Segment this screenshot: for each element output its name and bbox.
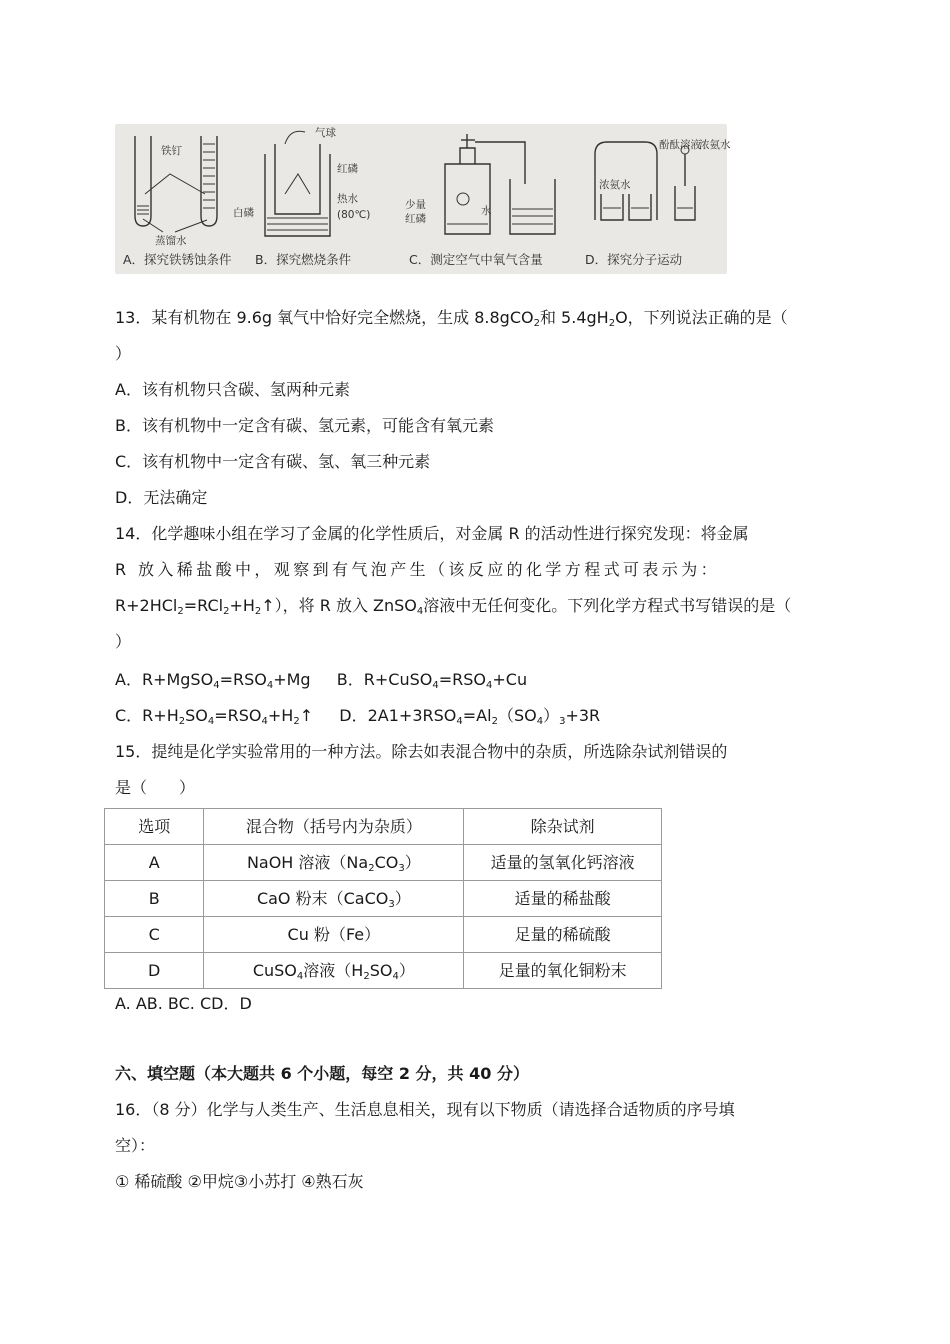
caption-a: A．探究铁锈蚀条件 xyxy=(123,252,232,267)
label-red-p: 红磷 xyxy=(405,213,426,225)
caption-b: B．探究燃烧条件 xyxy=(255,252,352,267)
q14-option-a: A．$R+MgSO_4=RSO_4+Mg$ xyxy=(115,670,311,691)
q14-options-cd xyxy=(115,704,600,728)
experiment-diagram xyxy=(115,124,731,274)
label-temperature: (80℃) xyxy=(337,209,371,221)
q14-line-4: ） xyxy=(115,632,132,651)
label-small-amount: 少量 xyxy=(405,199,426,211)
table-row: D CuSO$_4$溶液$(H_2SO_4)$ 足量的氧化铜粉末 xyxy=(105,953,662,989)
q15-line-1: 15．提纯是化学实验常用的一种方法。除去如表混合物中的杂质，所选除杂试剂错误的 xyxy=(115,742,728,761)
table-row: B CaO 粉末（CaCO$_3$） 适量的稀盐酸 xyxy=(105,881,662,917)
label-balloon: 气球 xyxy=(315,127,336,139)
q14-option-c: C．$R+H_2SO_4=RSO_4+H_2↑$ xyxy=(115,706,314,727)
label-white-phosphorus: 白磷 xyxy=(233,207,254,219)
label-red-phosphorus: 红磷 xyxy=(337,163,358,175)
label-hot-water: 热水 xyxy=(337,193,358,205)
q16-line-1: 16．（8 分）化学与人类生产、生活息息相关，现有以下物质（请选择合适物质的序号填 xyxy=(115,1100,735,1119)
label-iron-nail: 铁钉 xyxy=(161,145,182,157)
bottle-apparatus-drawing xyxy=(445,134,555,234)
q13-option-d: D．无法确定 xyxy=(115,488,208,507)
q14-option-b: B．$R+CuSO_4=RSO_4+Cu$ xyxy=(336,670,528,691)
q15-answer-options: A. AB. BC. CD．D xyxy=(115,994,252,1013)
label-distilled-water: 蒸馏水 xyxy=(155,235,187,247)
section-6-heading: 六、填空题（本大题共 6 个小题，每空 2 分，共 40 分） xyxy=(115,1064,529,1083)
q16-line-2: 空）： xyxy=(115,1136,156,1155)
q13-option-b: B．该有机物中一定含有碳、氢元素，可能含有氧元素 xyxy=(115,416,494,435)
label-conc-ammonia: 浓氨水 xyxy=(599,179,631,191)
q13-option-a: A．该有机物只含碳、氢两种元素 xyxy=(115,380,350,399)
label-water: 水 xyxy=(481,205,492,217)
header-reagent: 除杂试剂 xyxy=(464,809,662,845)
q14-option-d: D．$2A1+3RSO_4=Al_2(SO_4)_3+3R$ xyxy=(339,706,601,727)
q16-substances: ① 稀硫酸 ②甲烷③小苏打 ④熟石灰 xyxy=(115,1172,364,1191)
q14-line-1: 14．化学趣味小组在学习了金属的化学性质后，对金属 R 的活动性进行探究发现：将金属 xyxy=(115,524,749,543)
q14-options-ab xyxy=(115,668,527,692)
q13-stem: 13．某有机物在 9.6g 氧气中恰好完全燃烧，生成 8.8gCO$_2$和 $5.4gH_2O$，下列说法正确的是（ xyxy=(115,308,788,329)
label-phenolphthalein: 酚酞溶液 xyxy=(659,139,701,151)
header-option: 选项 xyxy=(105,809,204,845)
q14-line-3: $R+2HCl_2=RCl_2+H_2↑$），将 R 放入 ZnSO$_4$溶液中无任何变化。下列化学方程式书写错误的是（ xyxy=(115,596,792,617)
caption-c: C．测定空气中氧气含量 xyxy=(409,252,543,267)
beaker-drawing xyxy=(265,131,330,236)
q15-line-2: 是（ ） xyxy=(115,778,196,797)
q13-option-c: C．该有机物中一定含有碳、氢、氧三种元素 xyxy=(115,452,431,471)
q13-stem-end: ） xyxy=(115,344,132,363)
experiment-figure xyxy=(115,124,731,274)
table-row: C Cu 粉（Fe） 足量的稀硫酸 xyxy=(105,917,662,953)
label-conc-ammonia-2: 浓氨水 xyxy=(699,139,731,151)
header-mixture: 混合物（括号内为杂质） xyxy=(204,809,464,845)
table-header-row xyxy=(105,809,662,845)
q14-line-2: R 放入稀盐酸中，观察到有气泡产生（该反应的化学方程式可表示为： xyxy=(115,560,721,579)
caption-d: D．探究分子运动 xyxy=(585,252,683,267)
table-row: A NaOH 溶液$(Na_2CO_3)$ 适量的氢氧化钙溶液 xyxy=(105,845,662,881)
purification-table xyxy=(104,808,662,989)
